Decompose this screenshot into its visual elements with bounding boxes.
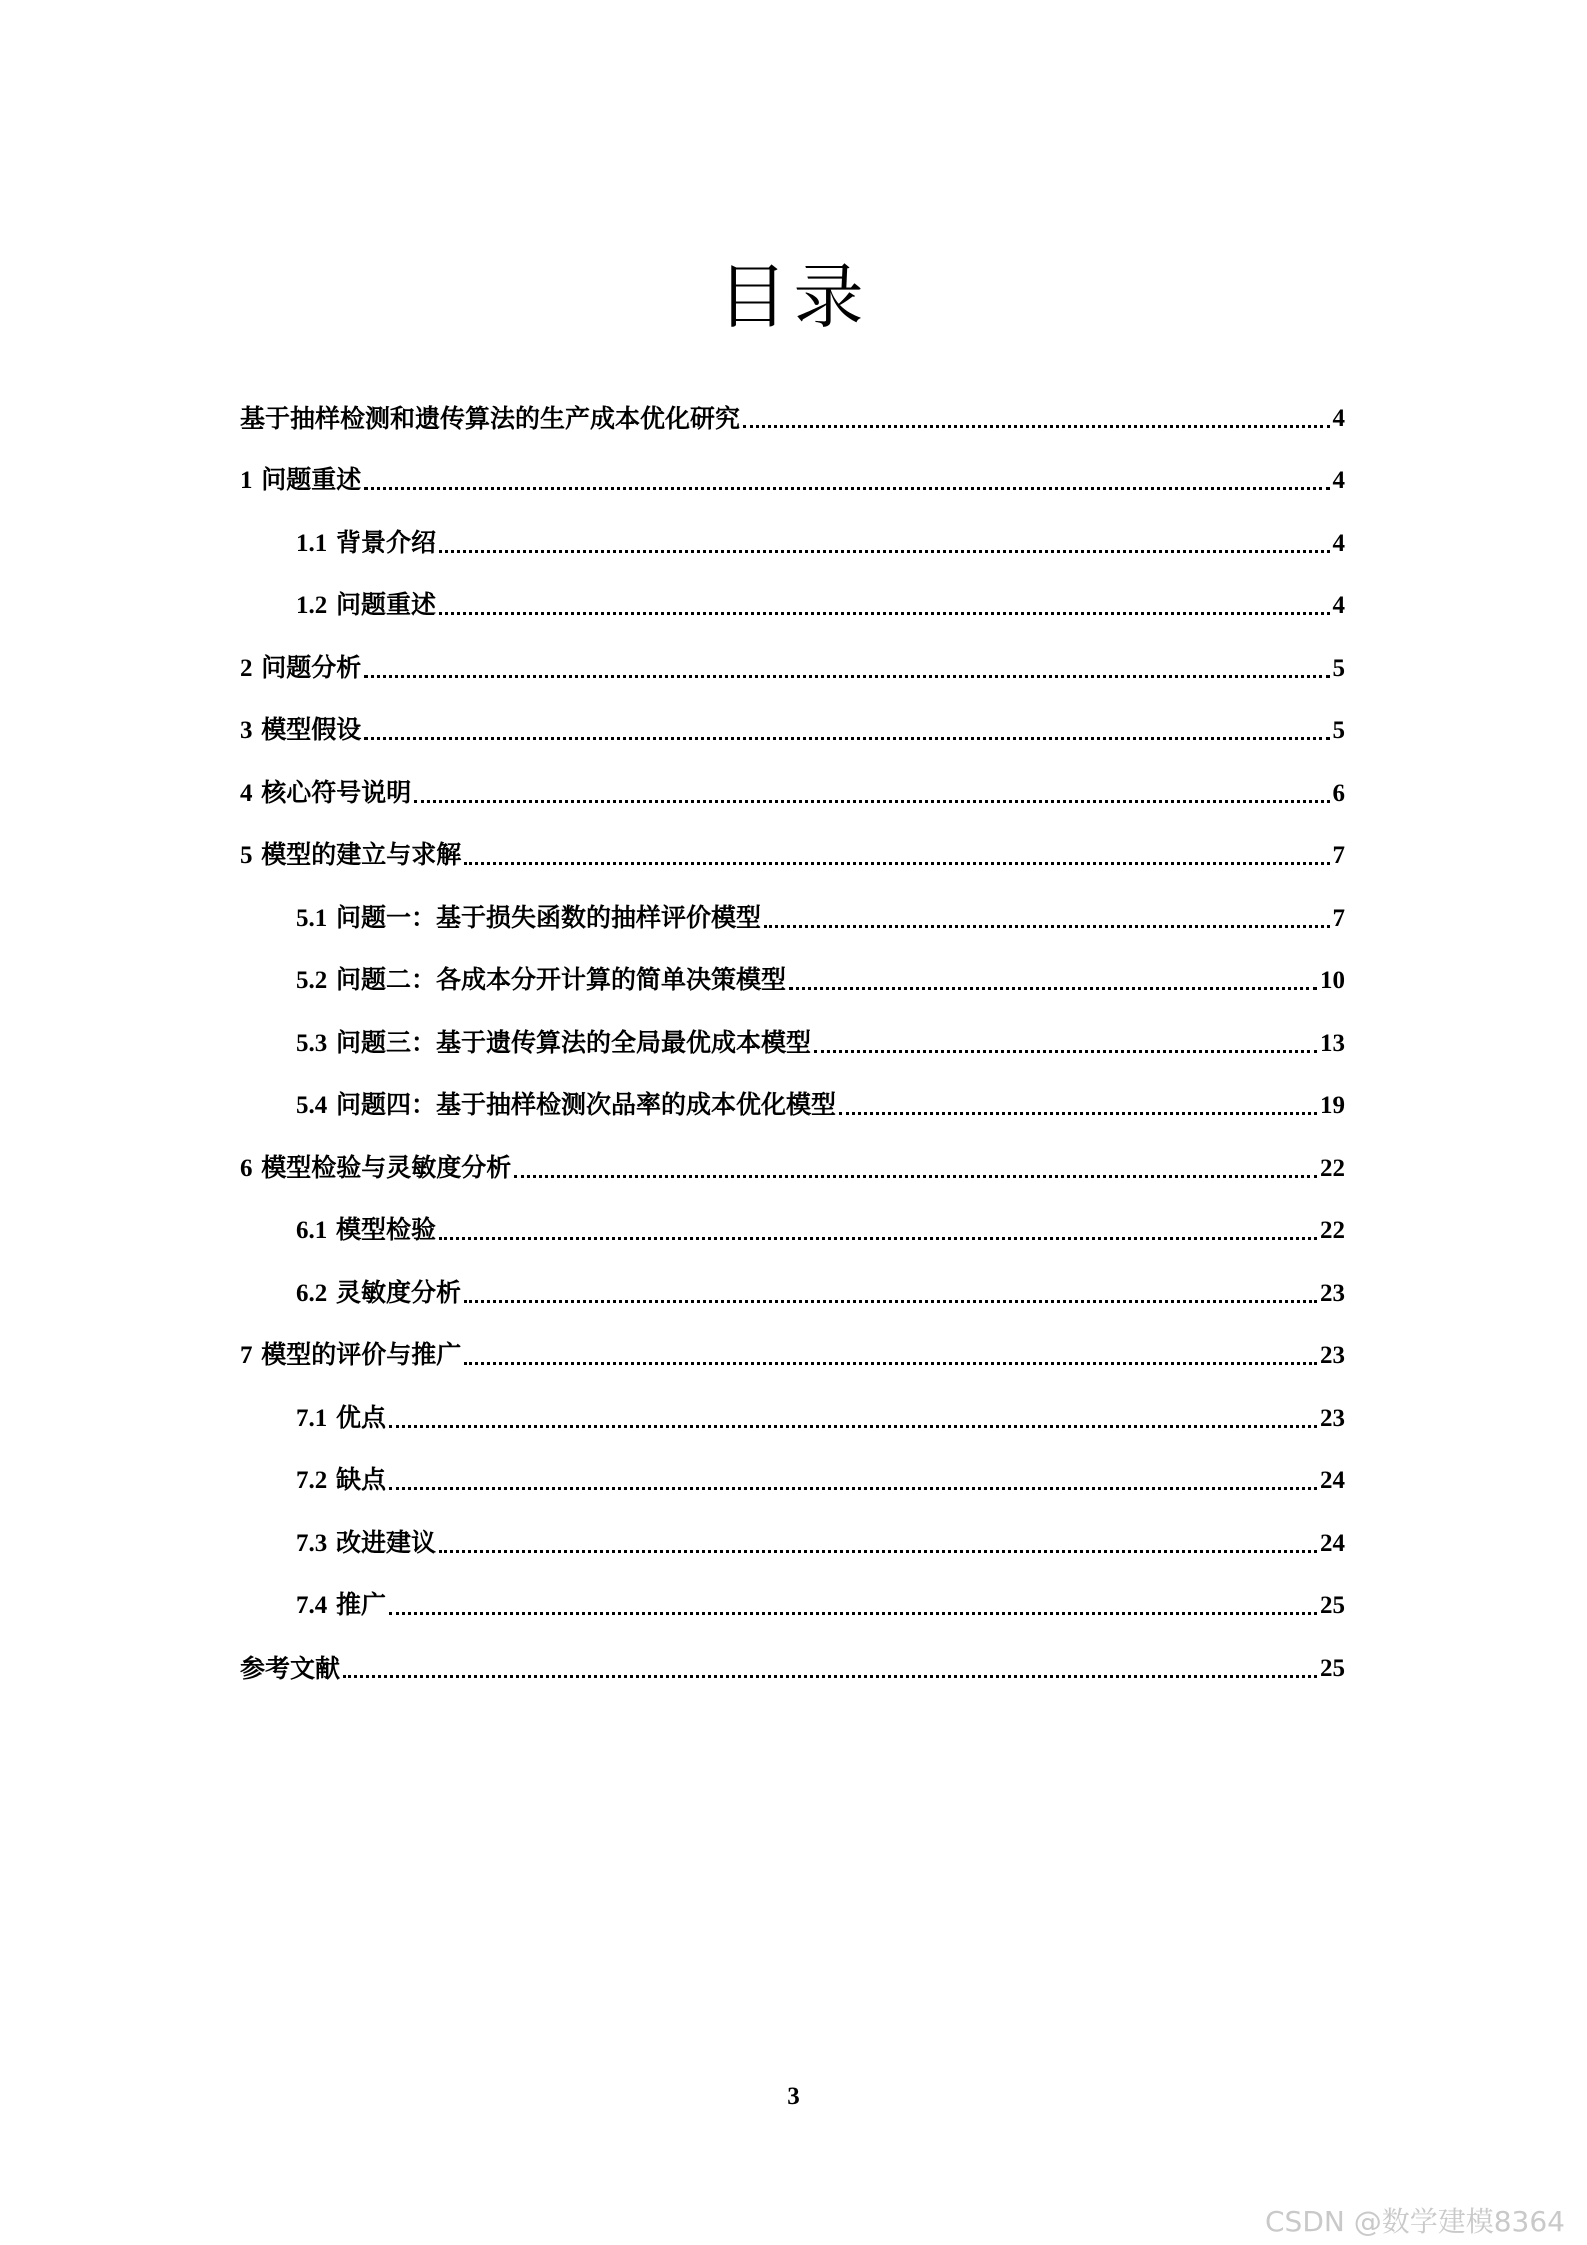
- toc-entry-page: 25: [1320, 1654, 1345, 1682]
- toc-entry[interactable]: [240, 934, 1345, 997]
- toc-entry[interactable]: [240, 809, 1345, 872]
- toc-entry-label: [296, 1403, 386, 1434]
- toc-entry-label: [296, 1465, 386, 1496]
- toc-entry-text: 缺点: [335, 1465, 386, 1494]
- toc-dot-leader: [814, 1050, 1317, 1053]
- toc-entry-text: 推广: [335, 1590, 386, 1619]
- toc-dot-leader: [364, 487, 1329, 490]
- toc-entry-page: 4: [1332, 529, 1345, 557]
- toc-entry[interactable]: [240, 684, 1345, 747]
- page-number: 3: [787, 2083, 800, 2110]
- toc-dot-leader: [439, 1550, 1317, 1553]
- toc-entry-text: 基于抽样检测和遗传算法的生产成本优化研究: [240, 403, 741, 433]
- toc-dot-leader: [343, 1675, 1317, 1678]
- toc-entry[interactable]: [240, 1184, 1345, 1247]
- toc-entry-text: 模型的评价与推广: [261, 1340, 462, 1369]
- toc-entry[interactable]: [240, 1246, 1345, 1309]
- toc-entry-label: [296, 903, 761, 934]
- toc-entry-text: 模型假设: [261, 715, 362, 744]
- toc-entry-page: 23: [1320, 1404, 1345, 1432]
- toc-dot-leader: [464, 862, 1329, 865]
- toc-title: 目录: [717, 255, 870, 338]
- toc-dot-leader: [364, 675, 1329, 678]
- toc-dot-leader: [839, 1112, 1317, 1115]
- toc-entry-text: 模型检验: [335, 1215, 436, 1244]
- toc-entry-label: [240, 715, 361, 746]
- toc-entry-page: 7: [1332, 842, 1345, 869]
- toc-entry[interactable]: [240, 434, 1345, 497]
- toc-entry[interactable]: [240, 996, 1345, 1059]
- toc-dot-leader: [464, 1362, 1317, 1365]
- toc-entry-label: [296, 1590, 386, 1621]
- table-of-contents: [240, 371, 1345, 1684]
- toc-entry-number: 7: [240, 1342, 253, 1369]
- toc-entry-label: [296, 1090, 836, 1121]
- toc-entry-number: 7.3: [296, 1529, 328, 1557]
- toc-entry-text: 优点: [335, 1402, 386, 1432]
- toc-entry-page: 5: [1332, 717, 1345, 744]
- toc-entry-label: [296, 1028, 811, 1059]
- toc-dot-leader: [764, 925, 1330, 928]
- toc-dot-leader: [743, 425, 1329, 428]
- toc-entry[interactable]: [240, 496, 1345, 559]
- toc-entry-label: [296, 590, 436, 621]
- toc-entry[interactable]: [240, 559, 1345, 622]
- toc-dot-leader: [439, 612, 1330, 615]
- toc-entry-page: 23: [1320, 1342, 1345, 1369]
- toc-entry-label: [240, 465, 361, 496]
- toc-entry-text: 灵敏度分析: [335, 1277, 461, 1307]
- toc-entry[interactable]: [240, 1496, 1345, 1559]
- toc-entry-number: 1: [240, 467, 253, 494]
- toc-entry[interactable]: [240, 371, 1345, 434]
- toc-dot-leader: [439, 550, 1330, 553]
- toc-entry-number: 6: [240, 1154, 253, 1182]
- toc-entry-text: 背景介绍: [335, 527, 436, 557]
- toc-entry-text: 模型的建立与求解: [261, 840, 462, 869]
- toc-entry-number: 6.2: [296, 1279, 328, 1307]
- toc-entry-text: 模型检验与灵敏度分析: [261, 1152, 512, 1182]
- toc-entry-number: 7.4: [296, 1592, 328, 1619]
- toc-entry-page: 19: [1320, 1092, 1345, 1119]
- toc-entry-page: 10: [1320, 967, 1345, 994]
- toc-entry[interactable]: [240, 1434, 1345, 1497]
- toc-dot-leader: [389, 1425, 1317, 1428]
- toc-entry[interactable]: [240, 1309, 1345, 1372]
- toc-entry-number: 1.2: [296, 592, 328, 619]
- toc-dot-leader: [789, 987, 1317, 990]
- toc-entry-label: [240, 1340, 461, 1371]
- toc-entry-text: 问题四：基于抽样检测次品率的成本优化模型: [335, 1090, 836, 1119]
- toc-entry-page: 24: [1320, 1529, 1345, 1557]
- toc-dot-leader: [389, 1612, 1317, 1615]
- toc-entry-number: 5.3: [296, 1029, 328, 1057]
- toc-entry-text: 参考文献: [240, 1653, 341, 1683]
- toc-entry-page: 7: [1332, 904, 1345, 932]
- toc-entry-label: [296, 528, 436, 559]
- toc-entry-page: 23: [1320, 1279, 1345, 1307]
- toc-entry-label: [240, 1153, 511, 1184]
- toc-entry-text: 核心符号说明: [261, 777, 412, 807]
- toc-entry-label: [240, 778, 411, 809]
- toc-entry-page: 22: [1320, 1154, 1345, 1182]
- toc-entry[interactable]: [240, 746, 1345, 809]
- toc-entry-page: 4: [1332, 592, 1345, 619]
- toc-entry-label: [296, 1215, 436, 1246]
- toc-entry-number: 5: [240, 842, 253, 869]
- toc-entry-page: 4: [1332, 404, 1345, 432]
- toc-entry-label: [296, 965, 786, 996]
- toc-entry-text: 改进建议: [335, 1527, 436, 1557]
- toc-entry-text: 问题重述: [261, 465, 362, 494]
- toc-entry-page: 13: [1320, 1029, 1345, 1057]
- toc-entry[interactable]: [240, 621, 1345, 684]
- toc-entry[interactable]: [240, 1121, 1345, 1184]
- toc-entry[interactable]: [240, 871, 1345, 934]
- toc-entry-number: 5.2: [296, 967, 328, 994]
- toc-entry-text: 问题一：基于损失函数的抽样评价模型: [335, 902, 761, 932]
- toc-entry-number: 7.1: [296, 1404, 328, 1432]
- toc-entry-number: 5.1: [296, 904, 328, 932]
- toc-entry-number: 3: [240, 717, 253, 744]
- toc-dot-leader: [514, 1175, 1317, 1178]
- toc-entry-label: [240, 404, 740, 434]
- toc-entry-page: 5: [1332, 654, 1345, 682]
- toc-entry-page: 4: [1332, 467, 1345, 494]
- toc-entry-label: [240, 653, 361, 684]
- toc-entry-number: 5.4: [296, 1092, 328, 1119]
- toc-entry[interactable]: [240, 1559, 1345, 1622]
- toc-entry-text: 问题分析: [261, 652, 362, 682]
- toc-entry[interactable]: [240, 1371, 1345, 1434]
- toc-dot-leader: [414, 800, 1329, 803]
- toc-entry-page: 24: [1320, 1467, 1345, 1494]
- toc-dot-leader: [389, 1487, 1317, 1490]
- toc-entry-label: [240, 1654, 340, 1684]
- toc-entry-text: 问题重述: [335, 590, 436, 619]
- toc-entry-number: 4: [240, 779, 253, 807]
- toc-entry-label: [296, 1528, 436, 1559]
- toc-dot-leader: [364, 737, 1329, 740]
- toc-entry-label: [240, 840, 461, 871]
- watermark: CSDN @数学建模8364: [1265, 2205, 1565, 2238]
- toc-dot-leader: [439, 1237, 1317, 1240]
- toc-entry[interactable]: [240, 1621, 1345, 1684]
- toc-entry-number: 7.2: [296, 1467, 328, 1494]
- toc-dot-leader: [464, 1300, 1317, 1303]
- toc-entry-page: 25: [1320, 1592, 1345, 1619]
- toc-entry-label: [296, 1278, 461, 1309]
- toc-entry-text: 问题二：各成本分开计算的简单决策模型: [335, 965, 786, 994]
- toc-entry-text: 问题三：基于遗传算法的全局最优成本模型: [335, 1027, 811, 1057]
- toc-entry-page: 6: [1332, 779, 1345, 807]
- toc-entry[interactable]: [240, 1059, 1345, 1122]
- toc-entry-page: 22: [1320, 1217, 1345, 1244]
- toc-entry-number: 2: [240, 654, 253, 682]
- toc-entry-number: 1.1: [296, 529, 328, 557]
- toc-entry-number: 6.1: [296, 1217, 328, 1244]
